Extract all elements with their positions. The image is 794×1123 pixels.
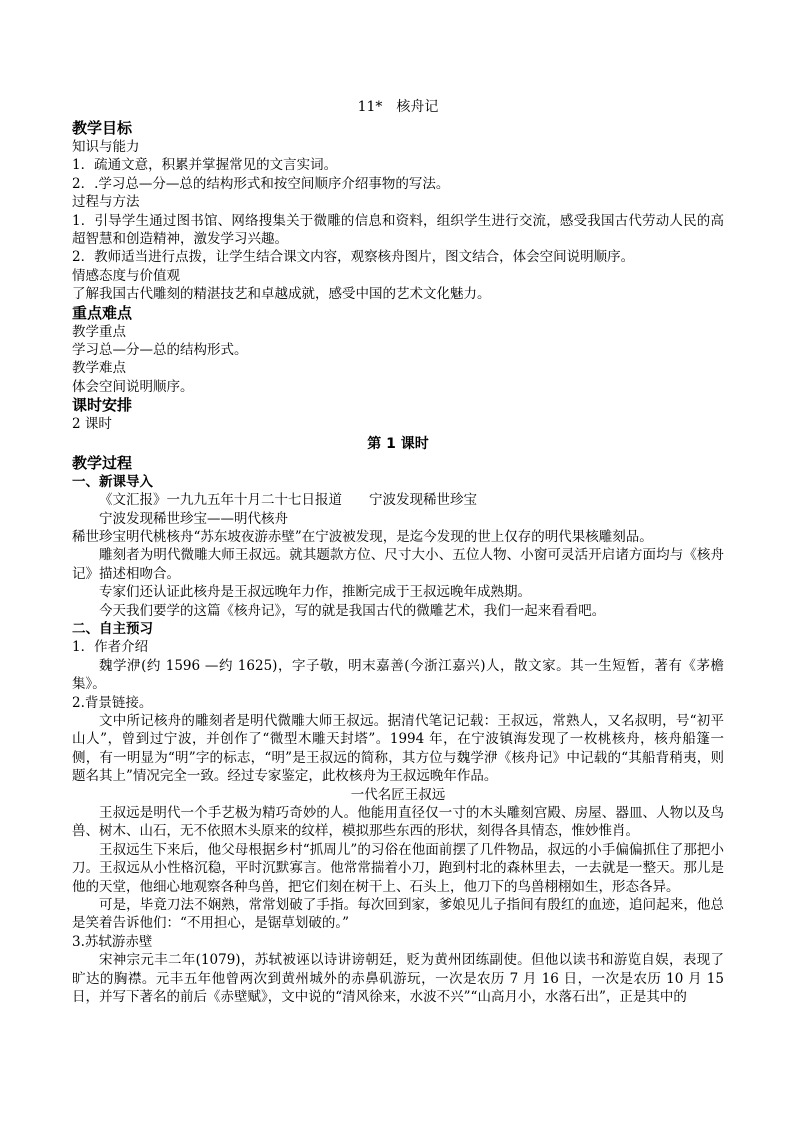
document-content (72, 97, 724, 1006)
lesson-title: 第 1 课时 (367, 435, 429, 452)
emotion-text: 了解我国古代雕刻的精湛技艺和卓越成就，感受中国的艺术文化魅力。 (72, 286, 491, 303)
objectives-heading: 教学目标 (72, 119, 133, 137)
intro-para-1: 《文汇报》一九九五年十月二十七日报道 宁波发现稀世珍宝 (99, 492, 477, 509)
intro-heading: 一、新课导入 (72, 473, 153, 490)
intro-para-6: 今天我们要学的这篇《核舟记》，写的就是我国古代的微雕艺术，我们一起来看看吧。 (99, 602, 606, 619)
intro-para-2: 宁波发现稀世珍宝——明代核舟 (99, 510, 288, 527)
process-item-1: 1．引导学生通过图书馆、网络搜集关于微雕的信息和资料，组织学生进行交流，感受我国古代劳动人民的高超智慧和创造精神，激发学习兴趣。 (72, 212, 724, 248)
process-item-2: 2．教师适当进行点拨，让学生结合课文内容，观察核舟图片，图文结合，体会空间说明顺序。 (72, 249, 635, 266)
knowledge-label: 知识与能力 (72, 139, 140, 155)
master-para-1: 王叔远是明代一个手艺极为精巧奇妙的人。他能用直径仅一寸的木头雕刻宫殿、房屋、器皿、人物以及鸟兽、树木、山石，无不依照木头原来的纹样，模拟那些东西的形状，刻得各具情态，惟妙惟肖。 (72, 805, 724, 840)
process-label: 过程与方法 (72, 194, 140, 211)
schedule-heading: 课时安排 (72, 396, 133, 415)
teaching-process-heading: 教学过程 (72, 453, 133, 472)
master-para-3: 可是，毕竟刀法不娴熟，常常划破了手指。每次回到家，爹娘见儿子指间有殷红的血迹，追问起来，他总是笑着告诉他们：“不用担心，是锯草划破的。” (72, 897, 724, 932)
schedule-text: 2 课时 (72, 416, 112, 433)
su-text: 宋神宗元丰二年(1079)，苏轼被诬以诗讲谤朝廷，贬为黄州团练副使。但他以读书和游览自娱，表现了旷达的胸襟。元丰五年他曾两次到黄州城外的赤鼻矶游玩，一次是农历 7 月 16 日，一次是农历 10 月 15 日，并写下著名的前后《赤壁赋》，文中说的“清风徐来，水波不兴”“山高月小，水落石出”，正是其中的 (72, 952, 724, 1006)
preview-heading: 二、自主预习 (72, 620, 153, 637)
focus-label: 教学重点 (72, 323, 126, 340)
emotion-label: 情感态度与价值观 (72, 267, 180, 284)
knowledge-item-1: 1．疏通文意，积累并掌握常见的文言实词。 (72, 157, 338, 174)
author-label: 1．作者介绍 (72, 639, 149, 656)
difficulty-text: 体会空间说明顺序。 (72, 378, 194, 395)
master-title: 一代名匠王叔远 (350, 786, 446, 803)
su-label: 3.苏轼游赤壁 (72, 933, 153, 950)
author-text: 魏学洢(约 1596 —约 1625)，字子敬，明末嘉善(今浙江嘉兴)人，散文家。其一生短暂，著有《茅檐集》。 (72, 657, 724, 693)
intro-para-4: 雕刻者为明代微雕大师王叔远。就其题款方位、尺寸大小、五位人物、小窗可灵活开启诸方面均与《核舟记》描述相吻合。 (72, 547, 724, 582)
difficulty-label: 教学难点 (72, 360, 126, 377)
background-text: 文中所记核舟的雕刻者是明代微雕大师王叔远。据清代笔记记载：王叔远，常熟人，又名叔明，号“初平山人”，曾到过宁波，并创作了“微型木雕天封塔”。1994 年，在宁波镇海发现了一枚桃核舟，核舟船篷一侧，有一明显为“明”字的标志，“明”是王叔远的简称，其方位与魏学洢《核舟记》中记载的“其船背稍夷，则题名其上”情况完全一致。经过专家鉴定，此枚核舟为王叔远晚年作品。 (72, 712, 724, 785)
key-points-heading: 重点难点 (72, 303, 133, 322)
knowledge-item-2: 2．.学习总—分—总的结构形式和按空间顺序介绍事物的写法。 (72, 175, 450, 192)
background-label: 2.背景链接。 (72, 694, 153, 711)
focus-text: 学习总—分—总的结构形式。 (72, 342, 248, 359)
intro-para-3: 稀世珍宝明代桃核舟“苏东坡夜游赤壁”在宁波被发现，是迄今发现的世上仅存的明代果核雕刻品。 (72, 528, 653, 545)
page-title: 11* 核舟记 (357, 99, 439, 115)
master-para-2: 王叔远生下来后，他父母根据乡村“抓周儿”的习俗在他面前摆了几件物品，叔远的小手偏偏抓住了那把小刀。王叔远从小性格沉稳，平时沉默寡言。他常常揣着小刀，跑到村北的森林里去，一去就是一整天。那儿是他的天堂，他细心地观察各种鸟兽，把它们刻在树干上、石头上，他刀下的鸟兽栩栩如生，形态各异。 (72, 841, 724, 895)
intro-para-5: 专家们还认证此核舟是王叔远晚年力作，推断完成于王叔远晚年成熟期。 (99, 584, 531, 601)
